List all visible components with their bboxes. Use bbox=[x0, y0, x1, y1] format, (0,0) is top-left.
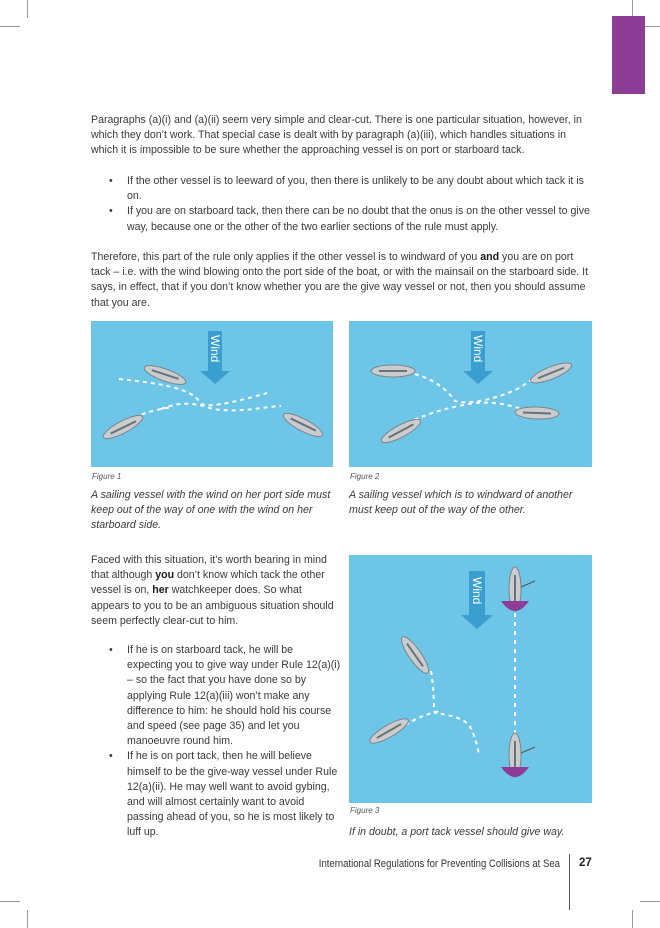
footer-divider bbox=[569, 854, 570, 910]
chapter-tab bbox=[612, 16, 645, 94]
paragraph-text: Faced with this situation, it’s worth bearing in mind that although bbox=[91, 554, 327, 582]
crop-mark bbox=[0, 26, 20, 27]
bullet-list-1 bbox=[109, 174, 593, 235]
figure-2-caption: A sailing vessel which is to windward of another must keep out of the way of the other. bbox=[349, 489, 573, 517]
crop-mark bbox=[0, 901, 20, 902]
wind-arrow-icon bbox=[461, 571, 493, 629]
figure-3-diagram bbox=[349, 555, 592, 803]
figure-1-caption: A sailing vessel with the wind on her port side must keep out of the way of one with the wind on her starboard side. bbox=[91, 489, 331, 532]
paragraph-intro: Paragraphs (a)(i) and (a)(ii) seem very simple and clear-cut. There is one particular situation, however, in which they don’t work. That special case is dealt with by paragraph (a)(iii), which handles situations in which it is impossible to be sure whether the approaching vessel is on port or starboard tack. bbox=[91, 114, 582, 157]
paragraph-windward bbox=[91, 250, 593, 311]
wind-label: Wind bbox=[208, 335, 222, 363]
footer-book-title: International Regulations for Preventing Collisions at Sea bbox=[318, 858, 560, 870]
sailboat-icon bbox=[397, 634, 432, 677]
figure-2-svg bbox=[349, 321, 592, 467]
emphasis-text: her bbox=[152, 584, 169, 597]
sailboat-icon bbox=[371, 365, 415, 377]
sailboat-icon bbox=[528, 359, 573, 387]
wind-arrow-icon bbox=[463, 331, 493, 384]
figure-3-caption: If in doubt, a port tack vessel should give way. bbox=[349, 826, 565, 838]
sailboat-icon bbox=[101, 411, 145, 442]
sail-icon bbox=[501, 601, 529, 611]
course-line bbox=[161, 404, 281, 411]
crop-mark bbox=[27, 910, 28, 928]
paragraph-text: Therefore, this part of the rule only applies if the other vessel is to windward of you bbox=[91, 251, 481, 263]
sail-icon bbox=[501, 767, 529, 777]
page-number: 27 bbox=[579, 857, 592, 869]
paragraph-text: watchkeeper does. So what appears to you to be an ambiguous situation should seem perfectly clear-cut to him. bbox=[91, 584, 334, 627]
course-line bbox=[407, 403, 529, 423]
paragraph-watchkeeper bbox=[91, 553, 337, 629]
course-line bbox=[119, 379, 267, 405]
sailboat-icon bbox=[379, 415, 423, 446]
figure-1-svg bbox=[91, 321, 333, 467]
list-item: • If he is on port tack, then he will believe himself to be the give-way vessel under Rule 12(a)(ii). He may well want to avoid gybing, and will almost certainly want to avoid passing ahead of you, so he is most likely to luff up. bbox=[109, 749, 341, 840]
list-item: • If the other vessel is to leeward of you, then there is unlikely to be any doubt about which tack it is on. bbox=[109, 174, 593, 204]
burgee-icon bbox=[521, 581, 535, 587]
figure-1-diagram bbox=[91, 321, 333, 467]
sailboat-icon bbox=[142, 362, 187, 388]
paragraph-text: don’t know which tack the other vessel is on, bbox=[91, 569, 325, 597]
burgee-icon bbox=[521, 747, 535, 753]
sailboat-icon bbox=[281, 409, 325, 440]
figure-3-svg bbox=[349, 555, 592, 803]
wind-label: Wind bbox=[471, 335, 485, 363]
list-item: • If he is on starboard tack, he will be expecting you to give way under Rule 12(a)(i) – so the fact that you have done so by applying Rule 12(a)(iii) won’t make any difference to him: he should hold his course and speed (see page 35) and let you manoeuvre round him. bbox=[109, 643, 341, 749]
bullet-list-2 bbox=[109, 643, 341, 841]
list-item: • If you are on starboard tack, then there can be no doubt that the onus is on the other vessel to give way, because one or the other of the two earlier sections of the rule must apply. bbox=[109, 204, 593, 234]
emphasis-text: you bbox=[155, 569, 175, 582]
figure-1-label: Figure 1 bbox=[92, 472, 122, 481]
crop-mark bbox=[632, 910, 633, 928]
wind-label: Wind bbox=[470, 577, 484, 605]
figure-2-label: Figure 2 bbox=[350, 472, 380, 481]
crop-mark bbox=[640, 901, 660, 902]
crop-mark bbox=[27, 0, 28, 18]
course-line bbox=[431, 671, 479, 755]
sailboat-icon bbox=[367, 715, 411, 747]
figure-2-diagram bbox=[349, 321, 592, 467]
sailboat-icon bbox=[515, 406, 559, 420]
figure-3-label: Figure 3 bbox=[350, 806, 380, 815]
emphasis-text: and bbox=[480, 251, 500, 263]
paragraph-text: you are on port tack – i.e. with the wind blowing onto the port side of the boat, or with the mainsail on the starboard side. It says, in effect, that if you don’t know whether you are the give way vessel or not, then you should assume that you are. bbox=[91, 251, 589, 309]
wind-arrow-icon bbox=[200, 331, 230, 384]
